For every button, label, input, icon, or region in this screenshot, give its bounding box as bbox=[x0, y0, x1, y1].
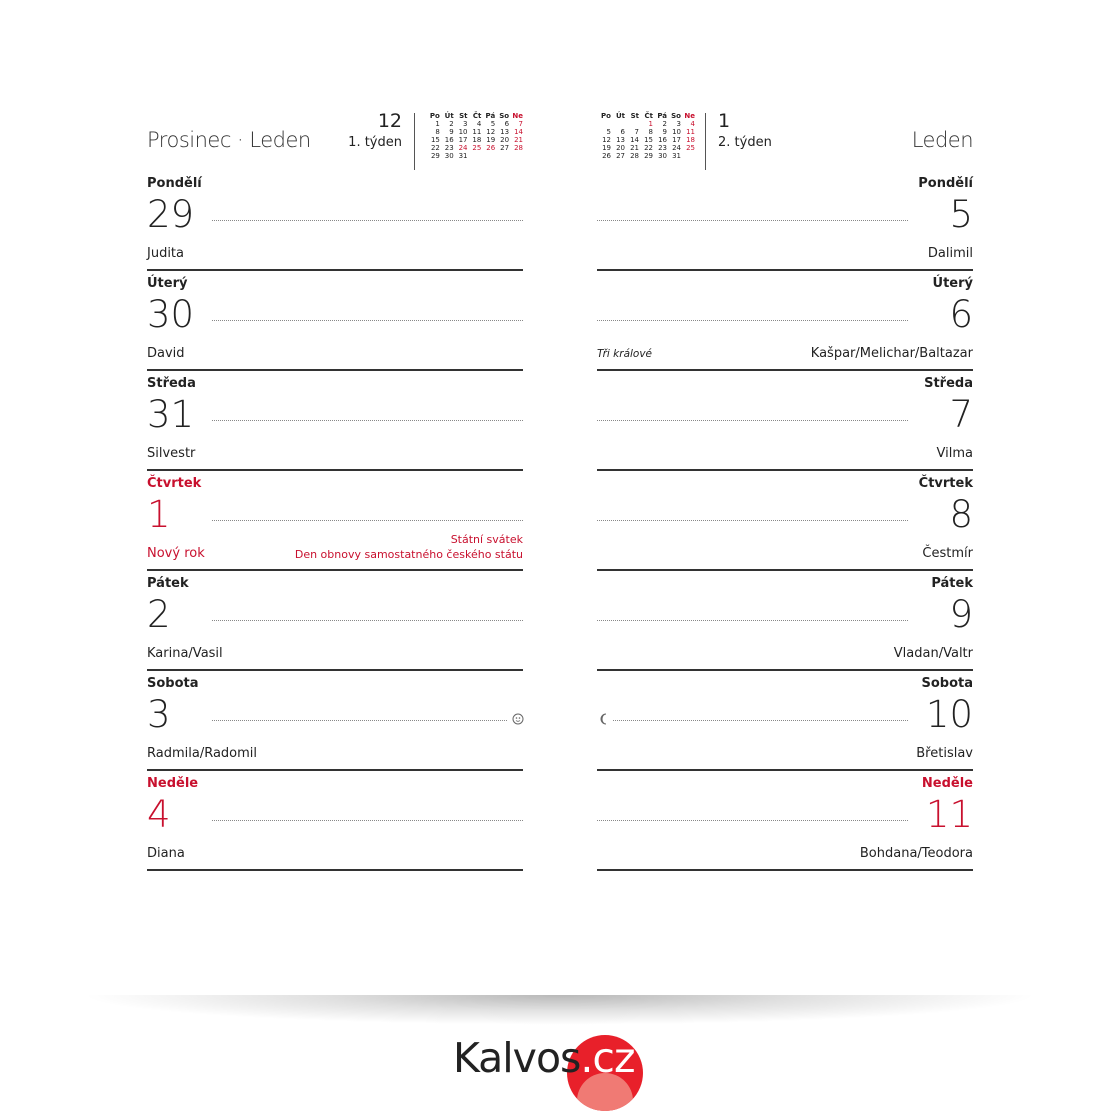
logo-main-text: Kalvos bbox=[453, 1034, 581, 1082]
mini-cal-header: Ne bbox=[512, 112, 523, 120]
day-row bbox=[597, 271, 973, 371]
mini-cal-cell: 1 bbox=[648, 120, 653, 128]
writing-line[interactable] bbox=[597, 620, 908, 621]
writing-line[interactable] bbox=[212, 720, 507, 721]
day-name: Pátek bbox=[931, 576, 973, 591]
writing-line[interactable] bbox=[597, 420, 908, 421]
nameday: Radmila/Radomil bbox=[147, 746, 258, 761]
mini-cal-cell: 15 bbox=[430, 136, 440, 144]
day-name: Pondělí bbox=[147, 176, 202, 191]
writing-line[interactable] bbox=[613, 720, 908, 721]
mini-cal-cell: 22 bbox=[644, 144, 653, 152]
mini-cal-cell: 20 bbox=[500, 136, 510, 144]
day-name: Středa bbox=[147, 376, 196, 391]
mini-cal-header: Čt bbox=[472, 112, 482, 120]
mini-cal-cell: 24 bbox=[672, 144, 681, 152]
mini-cal-cell: 23 bbox=[444, 144, 454, 152]
mini-cal-header: St bbox=[630, 112, 639, 120]
mini-cal-cell: 23 bbox=[658, 144, 667, 152]
mini-cal-header: Ne bbox=[684, 112, 695, 120]
day-number: 7 bbox=[949, 393, 973, 436]
mini-cal-cell: 8 bbox=[648, 128, 653, 136]
day-row bbox=[147, 571, 523, 671]
day-number: 30 bbox=[147, 293, 195, 336]
mini-cal-cell: 31 bbox=[672, 152, 681, 160]
mini-cal-header: Pá bbox=[657, 112, 667, 120]
week-info bbox=[718, 110, 788, 152]
mini-cal-cell: 31 bbox=[458, 152, 468, 160]
day-row bbox=[147, 271, 523, 371]
day-number: 8 bbox=[949, 493, 973, 536]
mini-cal-cell: 14 bbox=[514, 128, 523, 136]
writing-line[interactable] bbox=[597, 220, 908, 221]
mini-cal-cell bbox=[681, 152, 695, 160]
writing-line[interactable] bbox=[212, 220, 523, 221]
holiday-description: Den obnovy samostatného českého státu bbox=[294, 548, 523, 561]
mini-cal-cell bbox=[597, 120, 611, 128]
mini-cal-cell bbox=[611, 120, 625, 128]
mini-cal-cell bbox=[468, 152, 482, 160]
page-shadow bbox=[80, 995, 1040, 1025]
mini-cal-cell: 21 bbox=[630, 144, 639, 152]
day-name: Úterý bbox=[932, 276, 973, 291]
mini-cal-header: So bbox=[499, 112, 510, 120]
day-number: 2 bbox=[147, 593, 171, 636]
mini-cal-cell: 19 bbox=[602, 144, 611, 152]
mini-cal-cell: 29 bbox=[644, 152, 653, 160]
mini-cal-cell: 9 bbox=[449, 128, 454, 136]
mini-cal-cell: 29 bbox=[430, 152, 440, 160]
writing-line[interactable] bbox=[212, 620, 523, 621]
mini-cal-cell: 25 bbox=[686, 144, 695, 152]
mini-cal-cell bbox=[625, 120, 639, 128]
crescent-moon-icon bbox=[597, 712, 611, 726]
divider bbox=[147, 869, 523, 871]
day-row bbox=[147, 671, 523, 771]
mini-cal-cell: 17 bbox=[672, 136, 681, 144]
mini-calendar bbox=[597, 112, 695, 160]
mini-cal-cell: 25 bbox=[472, 144, 482, 152]
mini-cal-cell: 2 bbox=[662, 120, 667, 128]
mini-cal-cell: 16 bbox=[658, 136, 667, 144]
mini-cal-cell: 26 bbox=[486, 144, 496, 152]
nameday: Čestmír bbox=[922, 546, 973, 561]
day-name: Pátek bbox=[147, 576, 189, 591]
day-number: 1 bbox=[147, 493, 171, 536]
mini-cal-cell: 21 bbox=[514, 136, 523, 144]
full-moon-icon bbox=[511, 712, 525, 726]
day-number: 29 bbox=[147, 193, 195, 236]
mini-cal-cell: 22 bbox=[430, 144, 440, 152]
day-name: Středa bbox=[924, 376, 973, 391]
day-row bbox=[147, 171, 523, 271]
mini-cal-cell: 30 bbox=[444, 152, 454, 160]
nameday: Silvestr bbox=[147, 446, 196, 461]
day-row bbox=[597, 571, 973, 671]
mini-cal-cell: 7 bbox=[634, 128, 639, 136]
day-row bbox=[597, 471, 973, 571]
day-row bbox=[147, 771, 523, 871]
page-title: Leden bbox=[911, 128, 973, 152]
writing-line[interactable] bbox=[212, 820, 523, 821]
day-row bbox=[597, 371, 973, 471]
nameday: Judita bbox=[147, 246, 185, 261]
mini-cal-cell: 5 bbox=[490, 120, 496, 128]
logo-suffix-text: .cz bbox=[580, 1034, 635, 1082]
mini-cal-cell: 9 bbox=[662, 128, 667, 136]
mini-cal-header: Čt bbox=[644, 112, 653, 120]
day-row bbox=[147, 471, 523, 571]
mini-calendar bbox=[426, 112, 523, 160]
day-name: Sobota bbox=[921, 676, 973, 691]
writing-line[interactable] bbox=[212, 420, 523, 421]
mini-cal-cell: 18 bbox=[686, 136, 695, 144]
week-info bbox=[332, 110, 402, 152]
day-number: 9 bbox=[949, 593, 973, 636]
writing-line[interactable] bbox=[212, 320, 523, 321]
mini-cal-cell bbox=[509, 152, 523, 160]
mini-cal-cell: 5 bbox=[606, 128, 611, 136]
day-name: Neděle bbox=[921, 776, 973, 791]
right-page bbox=[597, 100, 973, 880]
day-row bbox=[597, 771, 973, 871]
nameday: Vladan/Valtr bbox=[893, 646, 973, 661]
mini-cal-header: Po bbox=[601, 112, 611, 120]
mini-cal-cell: 19 bbox=[486, 136, 496, 144]
mini-cal-cell: 24 bbox=[458, 144, 468, 152]
mini-cal-cell bbox=[495, 152, 509, 160]
week-label: 1. týden bbox=[348, 135, 402, 150]
nameday: Karina/Vasil bbox=[147, 646, 223, 661]
day-name: Úterý bbox=[147, 276, 188, 291]
mini-cal-header: So bbox=[671, 112, 681, 120]
mini-cal-cell: 6 bbox=[620, 128, 625, 136]
day-number: 10 bbox=[925, 693, 973, 736]
kalvos-logo[interactable] bbox=[453, 1033, 635, 1083]
divider bbox=[597, 869, 973, 871]
day-number: 6 bbox=[949, 293, 973, 336]
mini-cal-cell: 26 bbox=[602, 152, 611, 160]
week-number: 12 bbox=[377, 110, 402, 132]
writing-line[interactable] bbox=[597, 520, 908, 521]
mini-cal-cell: 2 bbox=[449, 120, 454, 128]
nameday: David bbox=[147, 346, 185, 361]
left-page bbox=[147, 100, 523, 880]
mini-cal-cell: 14 bbox=[630, 136, 639, 144]
mini-cal-cell: 11 bbox=[472, 128, 482, 136]
mini-cal-cell: 18 bbox=[472, 136, 482, 144]
header-divider bbox=[414, 113, 415, 170]
mini-cal-cell: 12 bbox=[602, 136, 611, 144]
mini-cal-header: Út bbox=[444, 112, 454, 120]
day-name: Neděle bbox=[147, 776, 199, 791]
mini-cal-cell: 8 bbox=[435, 128, 440, 136]
header-divider bbox=[705, 113, 706, 170]
nameday: Břetislav bbox=[916, 746, 973, 761]
mini-cal-cell: 20 bbox=[616, 144, 625, 152]
mini-cal-cell: 1 bbox=[435, 120, 440, 128]
nameday: Dalimil bbox=[927, 246, 973, 261]
mini-cal-cell: 15 bbox=[644, 136, 653, 144]
mini-cal-cell: 16 bbox=[444, 136, 454, 144]
mini-cal-cell: 3 bbox=[676, 120, 681, 128]
day-name: Čtvrtek bbox=[147, 476, 202, 491]
day-name: Pondělí bbox=[918, 176, 973, 191]
nameday: Diana bbox=[147, 846, 185, 861]
mini-cal-header: Út bbox=[615, 112, 625, 120]
week-number: 1 bbox=[718, 110, 731, 132]
mini-cal-cell: 3 bbox=[463, 120, 468, 128]
day-name: Sobota bbox=[147, 676, 199, 691]
mini-cal-cell: 4 bbox=[690, 120, 695, 128]
day-number: 31 bbox=[147, 393, 195, 436]
mini-cal-cell: 10 bbox=[672, 128, 681, 136]
day-row bbox=[147, 371, 523, 471]
writing-line[interactable] bbox=[597, 320, 908, 321]
mini-cal-cell: 28 bbox=[514, 144, 523, 152]
nameday: Kašpar/Melichar/Baltazar bbox=[810, 346, 973, 361]
mini-cal-cell: 13 bbox=[616, 136, 625, 144]
mini-cal-cell: 17 bbox=[458, 136, 468, 144]
nameday: Bohdana/Teodora bbox=[859, 846, 973, 861]
mini-cal-header: St bbox=[459, 112, 468, 120]
day-row bbox=[597, 671, 973, 771]
mini-cal-cell: 30 bbox=[658, 152, 667, 160]
mini-cal-header: Po bbox=[429, 112, 440, 120]
day-name: Čtvrtek bbox=[918, 476, 973, 491]
mini-cal-cell: 11 bbox=[686, 128, 695, 136]
mini-cal-cell: 7 bbox=[518, 120, 523, 128]
day-row bbox=[597, 171, 973, 271]
mini-cal-cell: 27 bbox=[500, 144, 510, 152]
mini-cal-cell: 10 bbox=[458, 128, 468, 136]
mini-cal-cell: 6 bbox=[504, 120, 510, 128]
day-number: 3 bbox=[147, 693, 171, 736]
mini-cal-cell: 12 bbox=[486, 128, 496, 136]
week-label: 2. týden bbox=[718, 135, 772, 150]
writing-line[interactable] bbox=[597, 820, 908, 821]
nameday: Vilma bbox=[936, 446, 973, 461]
day-number: 4 bbox=[147, 793, 171, 836]
mini-cal-cell: 27 bbox=[616, 152, 625, 160]
page-title: Prosinec · Leden bbox=[147, 128, 311, 152]
mini-cal-cell: 4 bbox=[476, 120, 482, 128]
day-number: 11 bbox=[925, 793, 973, 836]
writing-line[interactable] bbox=[212, 520, 523, 521]
mini-cal-cell: 13 bbox=[500, 128, 510, 136]
mini-cal-cell bbox=[481, 152, 495, 160]
nameday: Nový rok bbox=[147, 546, 205, 561]
holiday-note: Tři králové bbox=[597, 348, 653, 360]
mini-cal-header: Pá bbox=[485, 112, 496, 120]
day-number: 5 bbox=[949, 193, 973, 236]
holiday-label: Státní svátek bbox=[450, 533, 523, 546]
mini-cal-cell: 28 bbox=[630, 152, 639, 160]
